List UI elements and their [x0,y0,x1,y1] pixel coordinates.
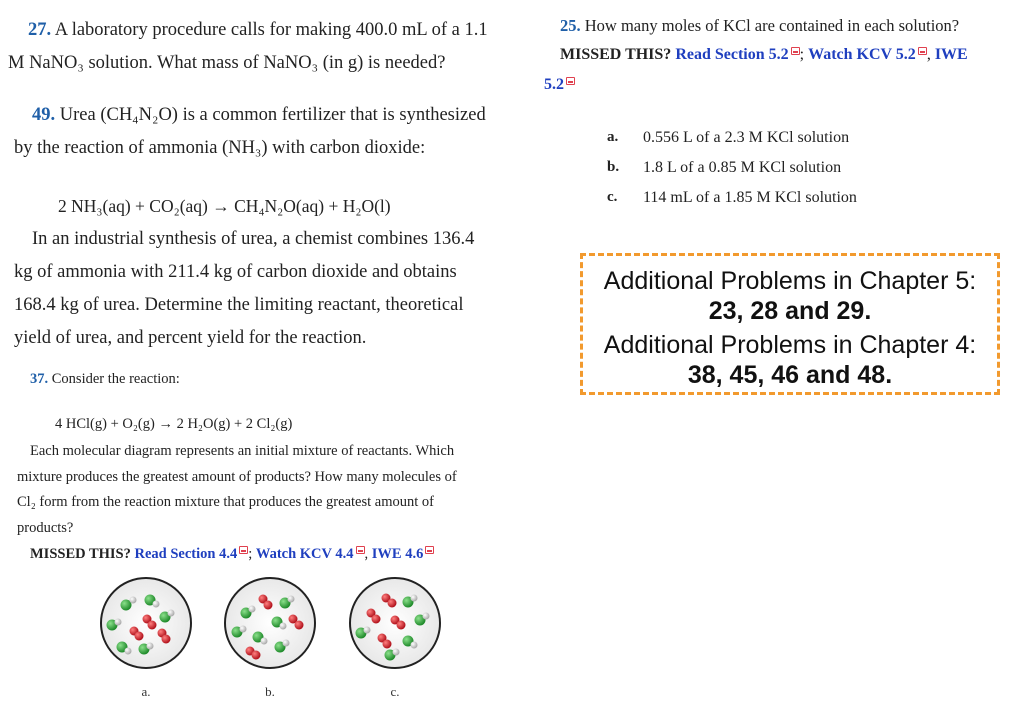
diagram-label-c: c. [390,684,400,699]
q25-missed-row-wrap [544,76,575,94]
q25-read-section-link[interactable]: Read Section 5.2 [675,46,789,63]
q25-item-b-text: 1.8 L of a 0.85 M KCl solution [643,159,842,176]
q49-number: 49. [32,105,56,125]
diagram-c [350,578,440,668]
q25-item-b [607,159,619,176]
molecular-diagrams [90,575,450,703]
q25-item-c [607,189,617,206]
external-link-icon [239,546,248,554]
q37-intro [30,371,180,388]
q37-number: 37. [30,371,49,387]
q27-line2: M NaNO₃ solution. What mass of NaNO₃ (in g) is needed? [8,53,446,73]
q49-line1 [32,105,486,126]
q25-item-c-label: c. [607,189,618,205]
q27-text-1: A laboratory procedure calls for making 400.0 mL of a 1.1 [54,20,488,40]
diagram-label-a: a. [141,684,151,699]
q25-item-c-text: 114 mL of a 1.85 M KCl solution [643,189,857,206]
q49-body-3: 168.4 kg of urea. Determine the limiting reactant, theoretical [14,295,464,315]
q25-item-a-label: a. [607,129,619,145]
q37-watch-kcv-link[interactable]: Watch KCV 4.4 [255,546,354,562]
q25-item-a [607,129,618,146]
q37-iwe-link[interactable]: IWE 4.6 [371,546,424,562]
q25-missed-row: MISSED THIS? Read Section 5.2 ; Watch KCV 5.2 , IWE [560,46,968,63]
q49-line2: by the reaction of ammonia (NH₃) with carbon dioxide: [14,138,426,158]
q27-number: 27. [28,20,52,40]
q25-item-b-label: b. [607,159,620,175]
q27-line1 [28,20,488,41]
box-line-3: Additional Problems in Chapter 4: [603,331,977,359]
diagram-b [225,578,315,668]
q49-body-2: kg of ammonia with 211.4 kg of carbon dioxide and obtains [14,262,457,282]
q49-body-4: yield of urea, and percent yield for the reaction. [14,328,367,348]
additional-problems-box [580,253,1000,395]
q49-body-1: In an industrial synthesis of urea, a chemist combines 136.4 [32,229,475,249]
q25-missed-label: MISSED THIS? [560,46,672,63]
external-link-icon [356,546,365,554]
box-line-2: 23, 28 and 29. [708,297,872,325]
q25-text: How many moles of KCl are contained in each solution? [584,16,960,35]
external-link-icon [918,47,927,55]
q37-equation: 4 HCl(g) + O₂(g) → 2 H₂O(g) + 2 Cl₂(g) [55,416,293,432]
box-line-4: 38, 45, 46 and 48. [687,361,893,389]
diagram-a [101,578,191,668]
q25-question [560,16,959,36]
q37-missed-label: MISSED THIS? [30,546,131,562]
q25-item-a-text: 0.556 L of a 2.3 M KCl solution [643,129,850,146]
q25-iwe-link-cont[interactable]: 5.2 [544,76,564,93]
external-link-icon [566,77,575,85]
q25-number: 25. [560,16,581,35]
q37-missed-row: MISSED THIS? Read Section 4.4 ; Watch KCV 4.4 , IWE 4.6 [30,546,434,563]
q25-watch-kcv-link[interactable]: Watch KCV 5.2 [808,46,916,63]
diagram-label-b: b. [265,684,275,699]
box-line-1: Additional Problems in Chapter 5: [603,267,977,295]
q25-iwe-link[interactable]: IWE [934,46,968,63]
external-link-icon [425,546,434,554]
q37-body-3: Cl₂ form from the reaction mixture that produces the greatest amount of [17,494,434,510]
q37-intro-text: Consider the reaction: [51,371,180,387]
q37-body-2: mixture produces the greatest amount of products? How many molecules of [17,469,457,485]
q37-read-section-link[interactable]: Read Section 4.4 [134,546,238,562]
q49-text-1: Urea (CH₄N₂O) is a common fertilizer that is synthesized [59,105,486,125]
q37-body-4: products? [17,520,74,536]
external-link-icon [791,47,800,55]
q49-equation: 2 NH₃(aq) + CO₂(aq) → CH₄N₂O(aq) + H₂O(l) [58,196,391,216]
q37-body-1: Each molecular diagram represents an initial mixture of reactants. Which [30,443,455,459]
